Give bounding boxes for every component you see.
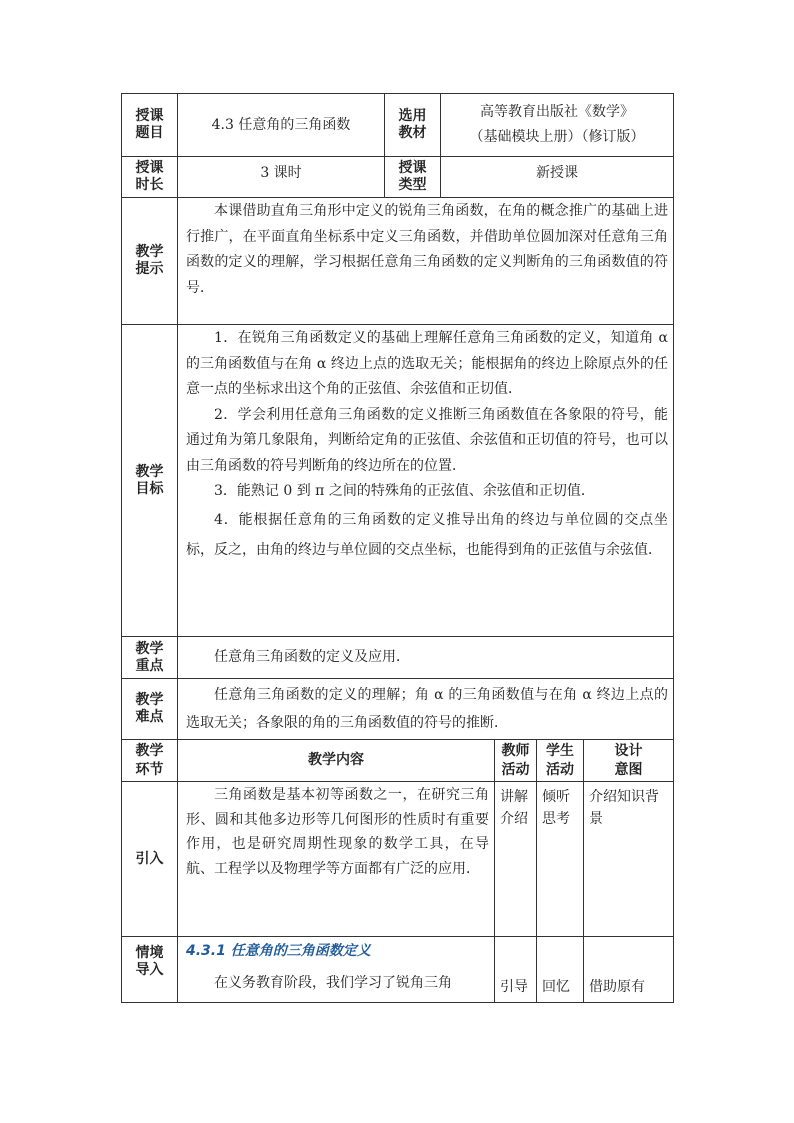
scene-content-cell xyxy=(178,937,495,1003)
key-text: 任意角三角函数的定义及应用． xyxy=(214,648,410,665)
label-duration: 授课 时长 xyxy=(122,157,178,198)
label-topic: 授课 题目 xyxy=(122,94,178,157)
label-type: 授课 类型 xyxy=(385,157,441,198)
header-teacher: 教师 活动 xyxy=(495,740,537,782)
scene-teacher: 引导 xyxy=(495,937,537,1003)
row-scene xyxy=(122,937,674,1003)
intro-student: 倾听思考 xyxy=(537,782,584,937)
row-tips xyxy=(122,198,674,325)
goals-cell xyxy=(178,325,674,637)
intro-content-cell xyxy=(178,782,495,937)
label-textbook: 选用 教材 xyxy=(385,94,441,157)
tips-cell xyxy=(178,198,674,325)
type-value: 新授课 xyxy=(441,157,674,198)
header-content: 教学内容 xyxy=(178,740,495,782)
lesson-title: 4.3 任意角的三角函数 xyxy=(178,94,385,157)
label-intro: 引入 xyxy=(122,782,178,937)
header-stage: 教学 环节 xyxy=(122,740,178,782)
difficulty-text: 任意角三角函数的定义的理解；角 α 的三角函数值与在角 α 终边上点的选取无关；各象限的角的三角函数值的符号的推断． xyxy=(186,687,668,731)
scene-intent: 借助原有 xyxy=(584,937,674,1003)
scene-student: 回忆 xyxy=(537,937,584,1003)
row-process-header xyxy=(122,740,674,782)
lesson-plan-table xyxy=(121,93,674,1003)
section-heading: 4.3.1 任意角的三角函数定义 xyxy=(186,943,371,959)
label-key: 教学 重点 xyxy=(122,637,178,679)
goal-item-2: 2．学会利用任意角三角函数的定义推断三角函数值在各象限的符号，能通过角为第几象限角，判断给定角的正弦值、余弦值和正切值的符号，也可以由三角函数的符号判断角的终边所在的位置． xyxy=(186,406,668,474)
row-difficulty xyxy=(122,679,674,740)
goal-item-3: 3．能熟记 0 到 π 之间的特殊角的正弦值、余弦值和正切值． xyxy=(214,483,595,499)
key-cell xyxy=(178,637,674,679)
row-topic xyxy=(122,94,674,157)
header-intent: 设计 意图 xyxy=(584,740,674,782)
row-duration xyxy=(122,157,674,198)
intro-teacher: 讲解介绍 xyxy=(495,782,537,937)
intro-intent: 介绍知识背景 xyxy=(584,782,674,937)
header-student: 学生 活动 xyxy=(537,740,584,782)
goal-item-1: 1．在锐角三角函数定义的基础上理解任意角三角函数的定义，知道角 α 的三角函数值与在角 α 终边上点的选取无关；能根据角的终边上除原点外的任意一点的坐标求出这个角的正弦值、余弦值和正切值． xyxy=(186,330,668,397)
label-scene: 情境 导入 xyxy=(122,937,178,1003)
intro-text: 三角函数是基本初等函数之一，在研究三角形、圆和其他多边形等几何图形的性质时有重要作用，也是研究周期性现象的数学工具，在导航、工程学以及物理学等方面都有广泛的应用． xyxy=(186,787,489,877)
row-goals xyxy=(122,325,674,637)
difficulty-cell xyxy=(178,679,674,740)
tips-text: 本课借助直角三角形中定义的锐角三角函数，在角的概念推广的基础上进行推广，在平面直角坐标系中定义三角函数，并借助单位圆加深对任意角三角函数的定义的理解，学习根据任意角三角函数的定义判断角的三角函数值的符号． xyxy=(186,203,668,296)
label-difficulty: 教学 难点 xyxy=(122,679,178,740)
textbook-value: 高等教育出版社《数学》 （基础模块上册）（修订版） xyxy=(441,94,674,157)
row-key xyxy=(122,637,674,679)
label-tips: 教学 提示 xyxy=(122,198,178,325)
row-intro xyxy=(122,782,674,937)
duration-value: 3 课时 xyxy=(178,157,385,198)
goal-item-4: 4．能根据任意角的三角函数的定义推导出角的终边与单位圆的交点坐标，反之，由角的终边与单位圆的交点坐标，也能得到角的正弦值与余弦值． xyxy=(186,511,668,558)
label-goals: 教学 目标 xyxy=(122,325,178,637)
scene-text: 在义务教育阶段，我们学习了锐角三角 xyxy=(214,975,452,991)
